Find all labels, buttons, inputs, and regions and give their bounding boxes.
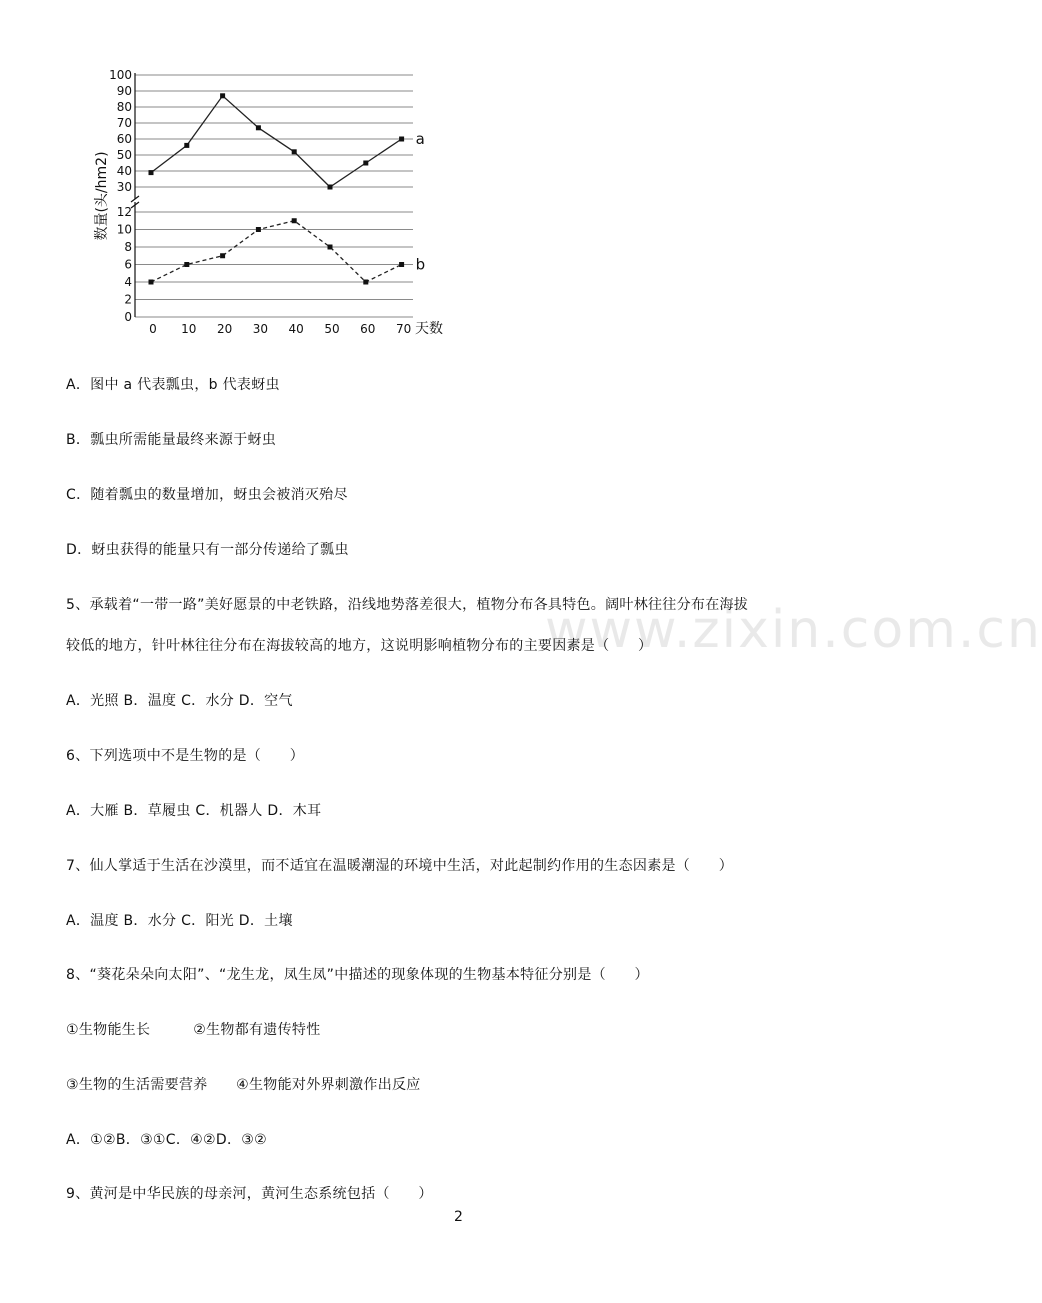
population-line-chart — [80, 60, 460, 345]
y-tick-label: 30 — [116, 180, 132, 194]
x-tick-label: 50 — [324, 322, 340, 336]
y-tick-label: 100 — [109, 68, 132, 82]
option-line: C．随着瓢虫的数量增加，蚜虫会被消灭殆尽 — [66, 487, 348, 503]
question-7-options: A．温度 B．水分 C．阳光 D．土壤 — [66, 913, 293, 929]
y-tick-label: 12 — [116, 205, 132, 219]
y-tick-label: 0 — [124, 310, 132, 324]
series-point-b — [399, 262, 404, 267]
series-point-b — [363, 280, 368, 285]
question-5-line-2: 较低的地方，针叶林往往分布在海拔较高的地方，这说明影响植物分布的主要因素是（ ） — [66, 638, 653, 654]
chart-series — [149, 93, 426, 284]
series-point-b — [220, 253, 225, 258]
option-line: B．瓢虫所需能量最终来源于蚜虫 — [66, 432, 277, 448]
y-tick-label: 10 — [116, 222, 132, 237]
series-point-a — [363, 161, 368, 166]
question-5-options: A．光照 B．温度 C．水分 D．空气 — [66, 693, 293, 709]
option-line: D．蚜虫获得的能量只有一部分传递给了瓢虫 — [66, 542, 349, 558]
series-label-b: b — [415, 255, 426, 274]
y-tick-label: 4 — [124, 275, 132, 289]
question-6: 6、下列选项中不是生物的是（ ） — [66, 748, 305, 764]
x-tick-label: 60 — [360, 322, 376, 336]
x-axis-label: 天数 — [415, 321, 443, 337]
chart-axes — [131, 73, 139, 317]
question-5-line-1: 5、承载着“一带一路”美好愿景的中老铁路，沿线地势落差很大，植物分布各具特色。阔叶林往往分布在海拔 — [66, 597, 749, 613]
y-axis-label: 数量(头/hm2) — [94, 151, 110, 241]
y-tick-label: 90 — [116, 84, 132, 98]
x-tick-label: 20 — [216, 322, 233, 336]
y-tick-label: 50 — [116, 148, 132, 162]
x-tick-label: 70 — [395, 322, 412, 336]
series-point-a — [220, 93, 225, 98]
x-tick-label: 0 — [149, 322, 157, 336]
question-8-statements-2: ③生物的生活需要营养 ④生物能对外界刺激作出反应 — [66, 1077, 421, 1093]
y-tick-label: 60 — [116, 132, 132, 146]
series-point-a — [149, 170, 154, 175]
series-point-b — [292, 218, 297, 223]
question-8: 8、“葵花朵朵向太阳”、“龙生龙，凤生凤”中描述的现象体现的生物基本特征分别是（ ） — [66, 967, 649, 983]
question-7: 7、仙人掌适于生活在沙漠里，而不适宜在温暖潮湿的环境中生活，对此起制约作用的生态因素是（ ） — [66, 858, 734, 874]
watermark-text: www.zixin.com.cn — [545, 600, 1042, 660]
y-tick-label: 40 — [116, 164, 132, 178]
series-point-b — [149, 280, 154, 285]
series-point-a — [292, 149, 297, 154]
x-tick-label: 40 — [288, 322, 304, 336]
x-tick-label: 30 — [252, 322, 269, 336]
y-tick-label: 6 — [124, 257, 132, 272]
series-line-a — [151, 96, 402, 187]
series-point-b — [256, 227, 261, 232]
y-tick-label: 2 — [124, 292, 132, 307]
question-6-options: A．大雁 B．草履虫 C．机器人 D．木耳 — [66, 803, 322, 819]
y-tick-label: 80 — [116, 100, 132, 114]
series-label-a: a — [415, 130, 425, 148]
question-8-statements-1: ①生物能生长 ②生物都有遗传特性 — [66, 1022, 321, 1038]
page-number: 2 — [454, 1209, 463, 1225]
series-point-b — [184, 262, 189, 267]
question-8-options: A．①②B．③①C．④②D．③② — [66, 1132, 267, 1148]
y-tick-label: 8 — [124, 240, 132, 254]
x-tick-label: 10 — [181, 322, 197, 336]
series-point-a — [328, 185, 333, 190]
series-point-a — [399, 137, 404, 142]
chart-gridlines — [135, 75, 413, 317]
option-line: A．图中 a 代表瓢虫，b 代表蚜虫 — [66, 377, 280, 393]
series-point-a — [256, 125, 261, 130]
series-point-b — [328, 245, 333, 250]
y-tick-label: 70 — [116, 116, 132, 130]
question-9: 9、黄河是中华民族的母亲河，黄河生态系统包括（ ） — [66, 1186, 433, 1202]
series-point-a — [184, 143, 189, 148]
chart-tick-labels — [109, 68, 411, 336]
